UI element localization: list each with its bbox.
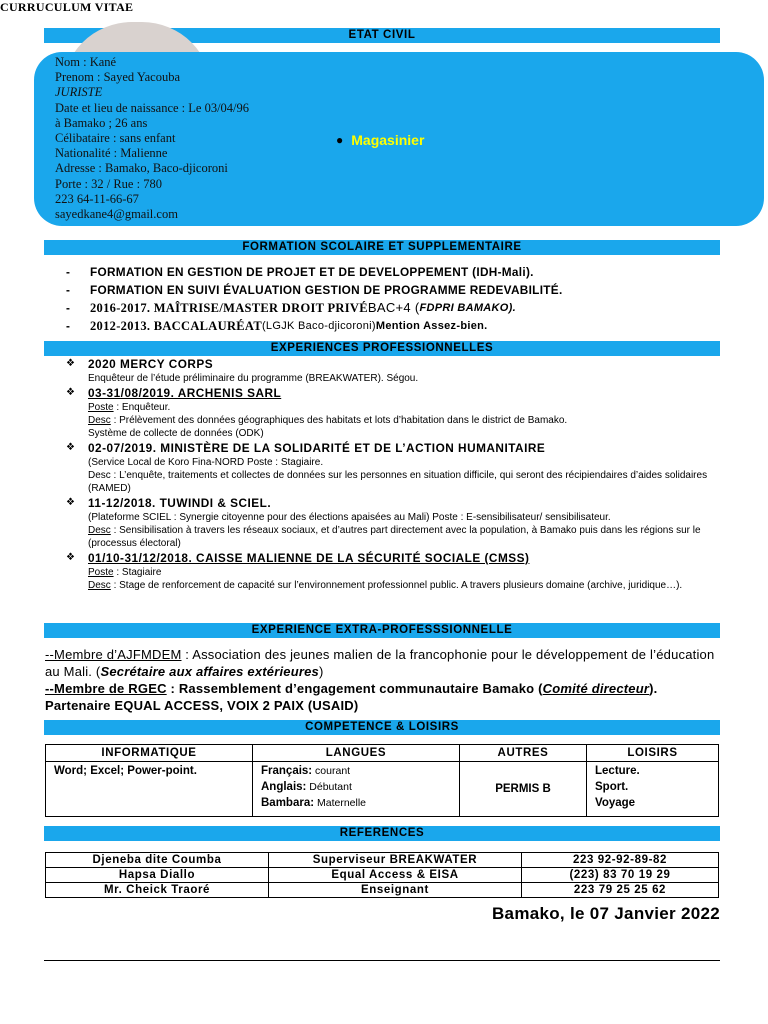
diamond-bullet-icon: ❖ — [66, 497, 75, 508]
civil-profession: JURISTE — [55, 85, 103, 100]
civil-situation: Célibataire : sans enfant — [55, 131, 176, 146]
civil-nationalite: Nationalité : Malienne — [55, 146, 168, 161]
civil-telephone: 223 64-11-66-67 — [55, 191, 139, 206]
cell-langues: Français: courant Anglais: Débutant Bambara: Maternelle — [253, 762, 460, 817]
list-item: ❖ 02-07/2019. MINISTÈRE DE LA SOLIDARITÉ ET DE L’ACTION HUMANITAIRE (Service Local de Koro Fina-NORD Poste : Stagiaire. Desc : L’enquête, traitements et collectes de données sur les personnes en situation difficile, qui seront des récipiendaires d’aides solidaires (RAMED) — [66, 441, 708, 494]
list-item: - FORMATION EN GESTION DE PROJET ET DE DEVELOPPEMENT (IDH-Mali). — [66, 265, 534, 279]
section-references: REFERENCES — [44, 826, 720, 841]
civil-naissance: Date et lieu de naissance : Le 03/04/96 — [55, 100, 250, 115]
list-item: ❖ 2020 MERCY CORPS Enquêteur de l’étude préliminaire du programme (BREAKWATER). Ségou. — [66, 357, 419, 384]
formation-list — [66, 263, 746, 335]
table-row: Djeneba dite Coumba Superviseur BREAKWATER 223 92-92-89-82 — [46, 853, 719, 868]
section-etat-civil: ETAT CIVIL — [44, 28, 720, 43]
col-langues: LANGUES — [253, 745, 460, 762]
list-item: - FORMATION EN SUIVI ÉVALUATION GESTION DE PROGRAMME REDEVABILITÉ. — [66, 283, 563, 297]
section-competence: COMPETENCE & LOISIRS — [44, 720, 720, 735]
list-item: ❖ 01/10-31/12/2018. CAISSE MALIENNE DE LA SÉCURITÉ SOCIALE (CMSS) Poste : Stagiaire Desc : Stage de renforcement de capacité sur l’environnement professionnel public. A travers plusieurs domaine (archive, juridique…). — [66, 551, 683, 591]
civil-details — [55, 55, 249, 222]
cell-loisirs: Lecture. Sport. Voyage — [587, 762, 719, 817]
list-item: ❖ 11-12/2018. TUWINDI & SCIEL. (Plateforme SCIEL : Synergie citoyenne pour des élections apaisées au Mali) Poste : E-sensibilisateur/ sensibilisateur. Desc : Sensibilisation à travers les réseaux sociaux, et d’autres part directement avec la population, à Bamako puis dans les régions sur le (processus électoral) — [66, 496, 701, 549]
cell-autres: PERMIS B — [460, 762, 587, 817]
cv-heading: CURRUCULUM VITAE — [0, 0, 134, 14]
col-autres: AUTRES — [460, 745, 587, 762]
competence-table — [45, 744, 719, 817]
list-item: - 2012-2013. BACCALAURÉAT (LGJK Baco-djicoroni) Mention Assez-bien. — [66, 319, 488, 333]
section-extra: EXPERIENCE EXTRA-PROFESSSIONNELLE — [44, 623, 720, 638]
col-loisirs: LOISIRS — [587, 745, 719, 762]
civil-nom: Nom : Kané — [55, 55, 117, 69]
footer-divider — [44, 960, 720, 961]
col-informatique: INFORMATIQUE — [46, 745, 253, 762]
diamond-bullet-icon: ❖ — [66, 552, 75, 563]
table-row: Hapsa Diallo Equal Access & EISA (223) 83 70 19 29 — [46, 868, 719, 883]
section-experiences: EXPERIENCES PROFESSIONNELLES — [44, 341, 720, 356]
table-row: Mr. Cheick Traoré Enseignant 223 79 25 25 62 — [46, 883, 719, 898]
civil-lieu: à Bamako ; 26 ans — [55, 115, 148, 130]
list-item: ❖ 03-31/08/2019. ARCHENIS SARL Poste : Enquêteur. Desc : Prélèvement des données géographiques des habitats et lots d’habitation dans le district de Bamako. Système de collecte de données (ODK) — [66, 386, 568, 439]
cell-informatique: Word; Excel; Power-point. — [46, 762, 253, 817]
civil-prenom: Prenom : Sayed Yacouba — [55, 70, 180, 85]
signature-date: Bamako, le 07 Janvier 2022 — [491, 904, 720, 923]
poste-label: Magasinier — [351, 132, 425, 148]
experiences-list — [66, 356, 726, 592]
civil-email: sayedkane4@gmail.com — [55, 207, 178, 222]
diamond-bullet-icon: ❖ — [66, 442, 75, 453]
membre-ajfmdem: --Membre d’AJFMDEM : Association des jeunes malien de la francophonie pour le développement de l’éducation au Mali. (Secrétaire aux affaires extérieures) — [45, 647, 715, 679]
poste-vise — [336, 132, 424, 148]
civil-adresse: Adresse : Bamako, Baco-djicoroni — [55, 161, 228, 176]
bullet-icon: ● — [336, 133, 344, 147]
membre-rgec: --Membre de RGEC : Rassemblement d’engagement communautaire Bamako (Comité directeur). Partenaire EQUAL ACCESS, VOIX 2 PAIX (USAID) — [45, 681, 658, 713]
references-table — [45, 852, 719, 898]
diamond-bullet-icon: ❖ — [66, 358, 75, 369]
extra-professional — [45, 646, 725, 714]
civil-porte: Porte : 32 / Rue : 780 — [55, 176, 162, 191]
diamond-bullet-icon: ❖ — [66, 387, 75, 398]
section-formation: FORMATION SCOLAIRE ET SUPPLEMENTAIRE — [44, 240, 720, 255]
list-item: - 2016-2017. MAÎTRISE/MASTER DROIT PRIVÉ BAC+4 ( FDPRI BAMAKO). — [66, 300, 516, 315]
